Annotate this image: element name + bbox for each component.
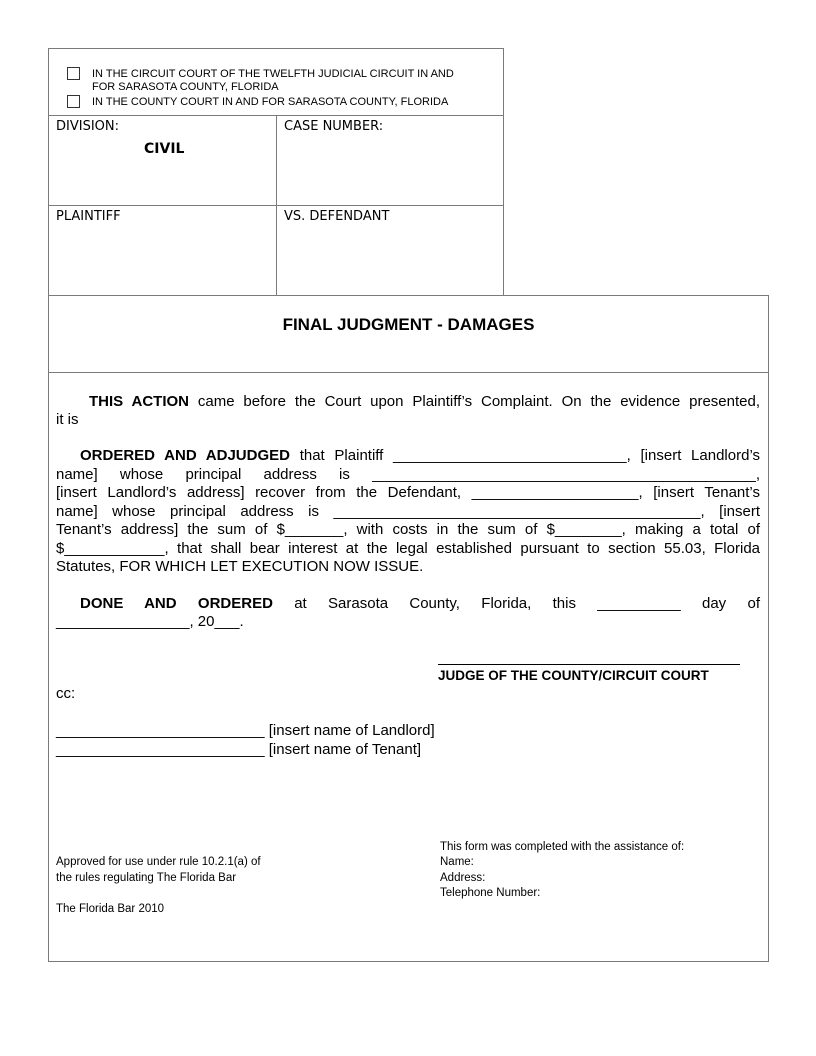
p2-line6: $____________, that shall bear interest at the legal established pursuant to section 55.03, Florida (56, 540, 760, 557)
circuit-court-line1: IN THE CIRCUIT COURT OF THE TWELFTH JUDICIAL CIRCUIT IN AND (92, 68, 454, 80)
circuit-court-checkbox[interactable] (67, 67, 80, 80)
case-number-label: CASE NUMBER: (284, 119, 384, 134)
page-title: FINAL JUDGMENT - DAMAGES (282, 315, 535, 334)
footer-approval-1: Approved for use under rule 10.2.1(a) of (56, 856, 261, 868)
division-value: CIVIL (144, 141, 185, 157)
p2-line4: name] whose principal address is ____________________________________________, [insert (56, 503, 760, 520)
p2-line1 (80, 447, 760, 465)
defendant-label: VS. DEFENDANT (284, 209, 390, 224)
p2-line7: Statutes, FOR WHICH LET EXECUTION NOW ISSUE. (56, 558, 424, 575)
cc-landlord: _________________________ [insert name of Landlord] (56, 722, 435, 739)
p2-line2: name] whose principal address is ______________________________________________, (56, 466, 760, 483)
county-court-checkbox[interactable] (67, 95, 80, 108)
this-action-bold: THIS ACTION (89, 393, 189, 410)
county-court-label: IN THE COUNTY COURT IN AND FOR SARASOTA COUNTY, FLORIDA (92, 96, 449, 108)
p2-line3: [insert Landlord’s address] recover from the Defendant, ____________________, [insert Tenant’s (56, 484, 760, 501)
footer-assistance: This form was completed with the assistance of: (440, 841, 685, 853)
cc-label: cc: (56, 685, 76, 702)
division-label: DIVISION: (56, 119, 119, 134)
footer-telephone: Telephone Number: (440, 887, 541, 899)
footer-florida-bar: The Florida Bar 2010 (56, 903, 165, 915)
p3-line2: ________________, 20___. (56, 613, 244, 630)
p1-text: came before the Court upon Plaintiff’s Complaint. On the evidence presented, (197, 393, 760, 410)
footer-name: Name: (440, 856, 474, 868)
p1-line1 (89, 393, 760, 411)
p3-text: at Sarasota County, Florida, this __________ day of (294, 595, 760, 612)
cc-tenant: _________________________ [insert name of Tenant] (56, 741, 422, 758)
circuit-court-line2: FOR SARASOTA COUNTY, FLORIDA (92, 81, 279, 93)
footer-address: Address: (440, 872, 486, 884)
p2-text: that Plaintiff ____________________________, [insert Landlord’s (299, 447, 761, 464)
done-ordered-bold: DONE AND ORDERED (80, 595, 273, 612)
judge-signature-label: JUDGE OF THE COUNTY/CIRCUIT COURT (438, 668, 709, 683)
p2-line5: Tenant’s address] the sum of $_______, with costs in the sum of $________, making a total of (56, 521, 760, 538)
plaintiff-label: PLAINTIFF (56, 209, 121, 224)
circuit-court-label (92, 68, 454, 94)
p1-line2: it is (56, 411, 79, 428)
footer-approval-2: the rules regulating The Florida Bar (56, 872, 237, 884)
p3-line1 (80, 595, 760, 613)
ordered-adjudged-bold: ORDERED AND ADJUDGED (80, 447, 290, 464)
judge-signature-line (438, 664, 740, 665)
